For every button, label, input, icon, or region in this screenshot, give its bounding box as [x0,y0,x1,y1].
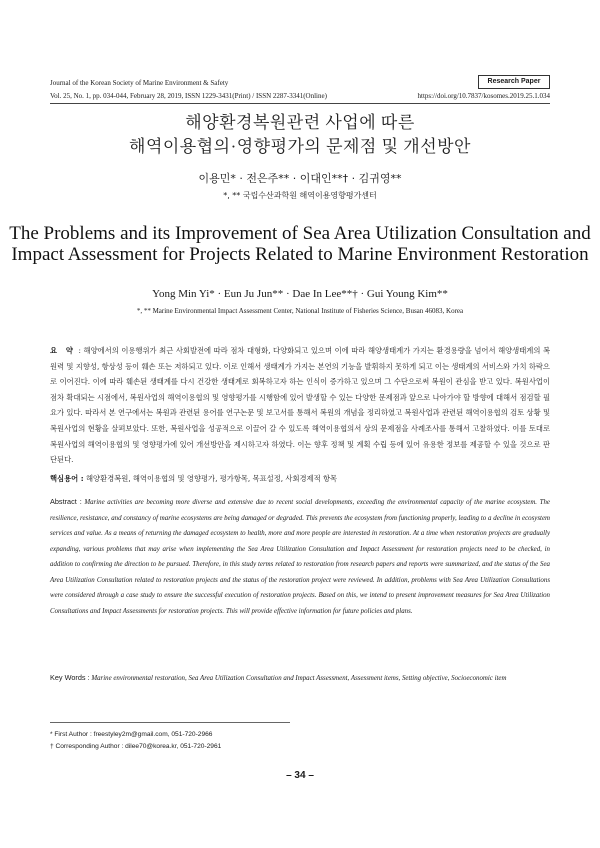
english-keywords-label: Key Words : [50,673,90,682]
journal-name: Journal of the Korean Society of Marine Environment & Safety [50,79,229,87]
research-paper-badge: Research Paper [478,75,550,89]
english-title-line-2: Impact Assessment for Projects Related to Marine Environment Restoration [11,244,589,265]
korean-authors: 이용민* · 전은주** · 이대인**† · 김귀영** [198,172,402,185]
page-number: – 34 – [286,770,314,781]
korean-keywords-label: 핵심용어 : [50,474,84,483]
english-abstract-label: Abstract : [50,497,82,506]
korean-abstract-label: 요 약 [50,346,76,355]
korean-abstract: 요 약 : 해양에서의 이용행위가 최근 사회발전에 따라 점차 대형화, 다양화되고 있으며 이에 따라 해양생태계가 가지는 환경용량을 넘어서 해양생태계의 복원력 및 지향성, 항상성 등이 훼손 또는 저하되고 있다. 이로 인해서 생태계가 가지는 본연의 기능을 발휘하지 못하게 되고 이는 생태계의 서비스와 가치 하락으로 이어진다. 이에 따라 훼손된 생태계를 다시 건강한 생태계로 회복하고자 하는 인식이 증가하고 있으며 그 수단으로써 복원이 관심을 받고 있다. 복원사업이 점차 확대되는 시점에서, 복원사업의 해역이용협의 및 영향평가를 시행함에 있어 발생할 수 있는 다양한 문제점과 앞으로 나아가야 할 방향에 대해서 점검할 필요가 있다. 따라서 본 연구에서는 복원과 관련된 용어를 연구논문 및 보고서를 통해서 복원의 개념을 정리하였고 복원사업과 관련된 해역이용협의 검토 상황 및 복원사업의 현황을 살펴보았다. 또한, 복원사업을 성공적으로 이끌어 갈 수 있도록 해역이용협의서 상의 문제점을 사례조사를 통해서 고찰하였다. 이를 토대로 복원사업의 해역이용협의 및 영향평가에 있어 개선방안을 제시하고자 하였다. 이는 향후 정책 및 계획 수립 등에 있어 유용한 정보를 제공할 수 있을 것으로 판단된다. [50,346,551,465]
korean-affiliation: *, ** 국립수산과학원 해역이용영향평가센터 [223,191,377,200]
korean-title-line-1: 해양환경복원관련 사업에 따른 [185,113,415,132]
volume-info: Vol. 25, No. 1, pp. 034-044, February 28, 2019, ISSN 1229-3431(Print) / ISSN 2287-3341(Online) [50,92,327,100]
korean-keywords-text: 해양환경복원, 해역이용협의 및 영향평가, 평가항목, 목표설정, 사회경제적 항목 [85,474,338,483]
korean-abstract-text: 해양에서의 이용행위가 최근 사회발전에 따라 점차 대형화, 다양화되고 있으며 이에 따라 해양생태계가 가지는 환경용량을 넘어서 해양생태계의 복원력 및 지향성, 항상성 등이 훼손 또는 저하되고 있다. 이로 인해서 생태계가 가지는 본연의 기능을 발휘하지 못하게 되고 이는 생태계의 서비스와 가치 하락으로 이어진다. 이에 따라 훼손된 생태계를 다시 건강한 생태계로 회복하고자 하는 인식이 증가하고 있으며 그 수단으로써 복원이 관심을 받고 있다. 복원사업이 점차 확대되는 시점에서, 복원사업의 해역이용협의 및 영향평가를 시행함에 있어 발생할 수 있는 다양한 문제점과 앞으로 나아가야 할 방향에 대해서 점검할 필요가 있다. 따라서 본 연구에서는 복원과 관련된 용어를 연구논문 및 보고서를 통해서 복원의 개념을 정리하였고 복원사업과 관련된 해역이용협의 검토 상황 및 복원사업의 현황을 살펴보았다. 또한, 복원사업을 성공적으로 이끌어 갈 수 있도록 해역이용협의서 상의 문제점을 사례조사를 통해서 고찰하였다. 이를 토대로 복원사업의 해역이용협의 및 영향평가에 있어 개선방안을 제시하고자 하였다. 이는 향후 정책 및 계획 수립 등에 있어 유용한 정보를 제공할 수 있을 것으로 판단된다. [50,346,551,465]
first-author-footnote: * First Author : freestyley2m@gmail.com, 051-720-2966 [50,731,213,738]
korean-keywords [50,474,550,484]
english-authors: Yong Min Yi* · Eun Ju Jun** · Dae In Lee**† · Gui Young Kim** [152,288,448,300]
english-affiliation: *, ** Marine Environmental Impact Assessment Center, National Institute of Fisheries Science, Busan 46083, Korea [136,307,464,315]
korean-title-line-2: 해역이용협의·영향평가의 문제점 및 개선방안 [129,137,471,156]
english-keywords-text: Marine environmental restoration, Sea Area Utilization Consultation and Impact Assessment, Assessment items, Setting objective, Socioeconomic item [91,675,507,682]
english-abstract [50,494,550,619]
corresponding-author-footnote: † Corresponding Author : dilee70@korea.kr, 051-720-2961 [50,743,222,750]
english-abstract-text: Marine activities are becoming more diverse and extensive due to recent social developments, exceeding the environmental capacity of the marine ecosystem. The resilience, resistance, and constancy of marine ecosystems are being damaged or degraded. This prevents the ecosystem from functioning properly, leading to a decline in ecosystem services and value. As a means of returning the damaged ecosystem to health, more and more people are interested in restoration. At a time when restoration projects are gradually expanding, various problems that may arise when implementing the Sea Area Utilization Consultation and Impact Assessment for restoration projects need to be checked, in addition to confirming the direction to be pursued. Therefore, in this study terms related to restoration from research papers and reports were summarized, and the status of the Sea Area Utilization Consultation related to restoration projects and the status of the restoration project were reviewed. In addition, problems with Sea Area Utilization Consultations were considered through a case study to ensure the successful execution of restoration projects. Based on this, we intend to present improvement measures for Sea Area Utilization Consultations and Impact Assessments for restoration projects. This will provide effective information for future policies and plans. [50,499,550,615]
english-title-line-1: The Problems and its Improvement of Sea Area Utilization Consultation and [9,223,591,244]
doi-link[interactable]: https://doi.org/10.7837/kosomes.2019.25.1.034 [417,92,550,100]
footnote-divider [50,722,290,723]
header-divider [50,103,550,104]
english-keywords [50,671,550,686]
